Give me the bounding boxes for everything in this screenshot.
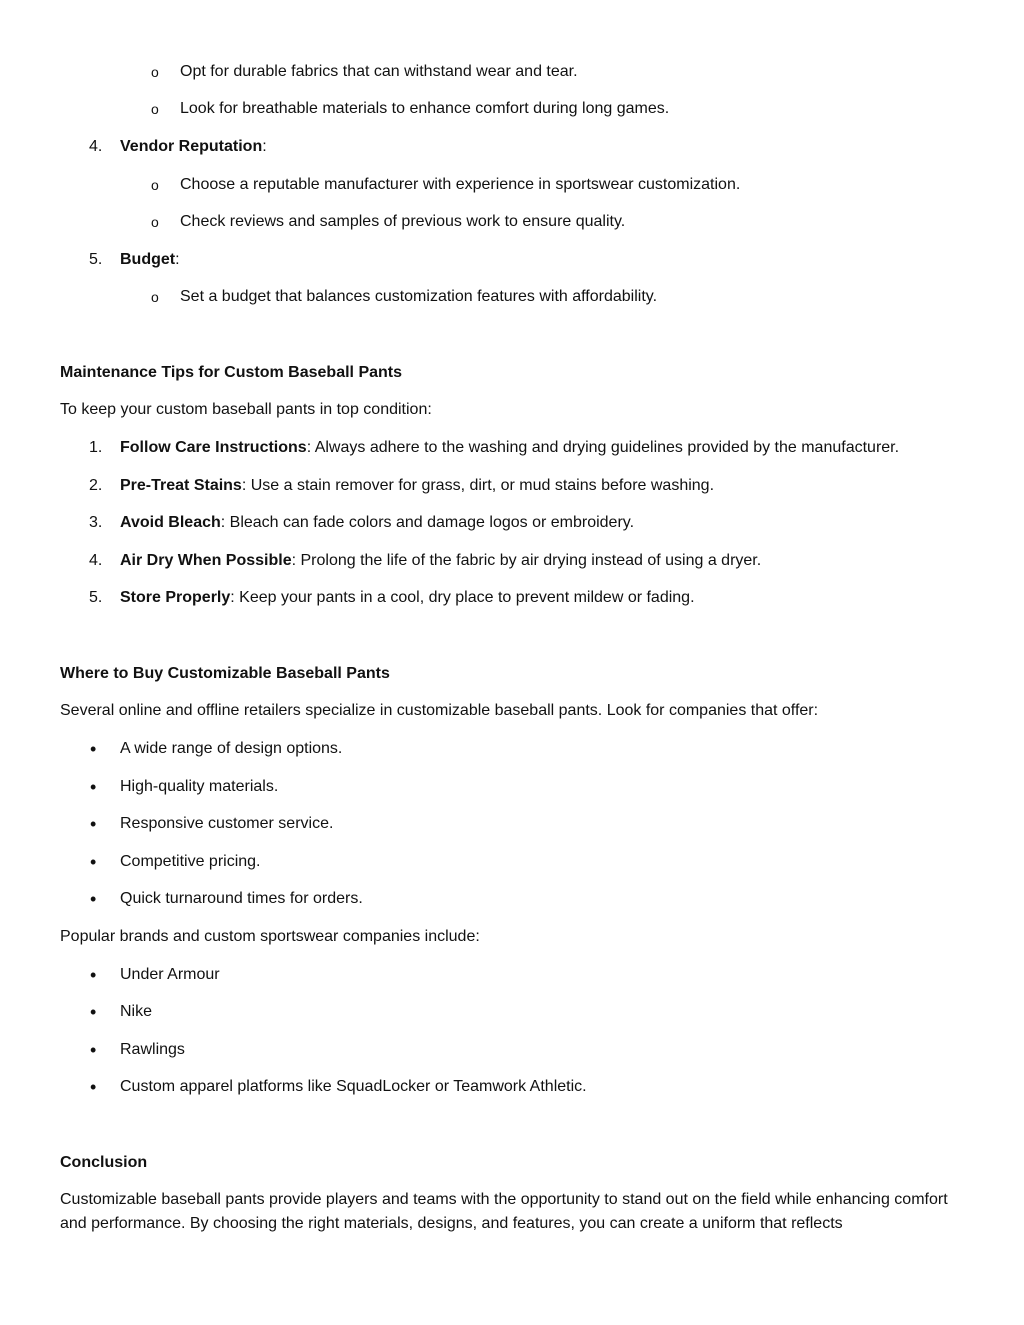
section-intro: To keep your custom baseball pants in top condition:: [60, 401, 432, 418]
sub-list-item: Opt for durable fabrics that can withstand wear and tear.: [180, 63, 578, 80]
bullet-marker: •: [90, 777, 97, 797]
list-number: 5.: [89, 589, 103, 606]
conclusion-paragraph: Customizable baseball pants provide players and teams with the opportunity to stand out on the field while enhancing comfort and performance. By choosing the right materials, designs, and features, you can create a uniform that reflects: [60, 1191, 948, 1232]
list-item-vendor-reputation: [120, 137, 267, 157]
sub-bullet-marker: o: [151, 289, 159, 305]
list-item: Nike: [120, 1003, 153, 1020]
list-item-text: : Always adhere to the washing and drying guidelines provided by the manufacturer.: [306, 439, 900, 456]
list-item: [120, 551, 761, 571]
list-item-text: : Bleach can fade colors and damage logos or embroidery.: [220, 514, 635, 531]
bullet-marker: •: [90, 889, 97, 909]
sub-list-item: Look for breathable materials to enhance comfort during long games.: [180, 100, 670, 117]
list-item-label: Budget: [120, 251, 176, 268]
list-item: Rawlings: [120, 1041, 185, 1058]
section-heading-maintenance: Maintenance Tips for Custom Baseball Pants: [60, 364, 403, 381]
list-number: 4.: [89, 552, 103, 569]
list-number: 4.: [89, 138, 103, 155]
bullet-marker: •: [90, 852, 97, 872]
bullet-marker: •: [90, 814, 97, 834]
list-item: Custom apparel platforms like SquadLocker or Teamwork Athletic.: [120, 1078, 587, 1095]
list-item-label: Pre-Treat Stains: [120, 477, 242, 494]
list-item: [120, 513, 634, 533]
list-item: Quick turnaround times for orders.: [120, 890, 363, 907]
sub-list-item: Choose a reputable manufacturer with experience in sportswear customization.: [180, 176, 741, 193]
bullet-marker: •: [90, 739, 97, 759]
section-heading-conclusion: Conclusion: [60, 1154, 148, 1171]
list-item: Competitive pricing.: [120, 853, 261, 870]
list-item-suffix: :: [262, 138, 267, 155]
list-number: 3.: [89, 514, 103, 531]
sub-list-item: Set a budget that balances customization features with affordability.: [180, 288, 658, 305]
bullet-marker: •: [90, 965, 97, 985]
list-item-text: : Use a stain remover for grass, dirt, or mud stains before washing.: [241, 477, 715, 494]
list-item: [120, 476, 714, 496]
bullet-marker: •: [90, 1002, 97, 1022]
list-item: [120, 438, 899, 458]
list-item-text: : Prolong the life of the fabric by air drying instead of using a dryer.: [291, 552, 762, 569]
sub-bullet-marker: o: [151, 101, 159, 117]
list-item-label: Vendor Reputation: [120, 138, 263, 155]
bullet-marker: •: [90, 1040, 97, 1060]
list-item: A wide range of design options.: [120, 740, 343, 757]
bullet-marker: •: [90, 1077, 97, 1097]
list-item: High-quality materials.: [120, 778, 279, 795]
brands-intro: Popular brands and custom sportswear companies include:: [60, 928, 480, 945]
sub-bullet-marker: o: [151, 214, 159, 230]
sub-bullet-marker: o: [151, 64, 159, 80]
section-intro: Several online and offline retailers specialize in customizable baseball pants. Look for companies that offer:: [60, 702, 819, 719]
list-item: Responsive customer service.: [120, 815, 334, 832]
list-item-budget: [120, 250, 180, 270]
list-item-label: Follow Care Instructions: [120, 439, 307, 456]
list-number: 1.: [89, 439, 103, 456]
list-item-label: Avoid Bleach: [120, 514, 221, 531]
list-item: Under Armour: [120, 966, 220, 983]
list-number: 2.: [89, 477, 103, 494]
list-item-label: Air Dry When Possible: [120, 552, 292, 569]
list-item-label: Store Properly: [120, 589, 231, 606]
sub-bullet-marker: o: [151, 177, 159, 193]
list-number: 5.: [89, 251, 103, 268]
list-item: [120, 588, 695, 608]
section-heading-where-to-buy: Where to Buy Customizable Baseball Pants: [60, 665, 390, 682]
list-item-text: : Keep your pants in a cool, dry place to prevent mildew or fading.: [230, 589, 695, 606]
list-item-suffix: :: [175, 251, 180, 268]
sub-list-item: Check reviews and samples of previous work to ensure quality.: [180, 213, 626, 230]
